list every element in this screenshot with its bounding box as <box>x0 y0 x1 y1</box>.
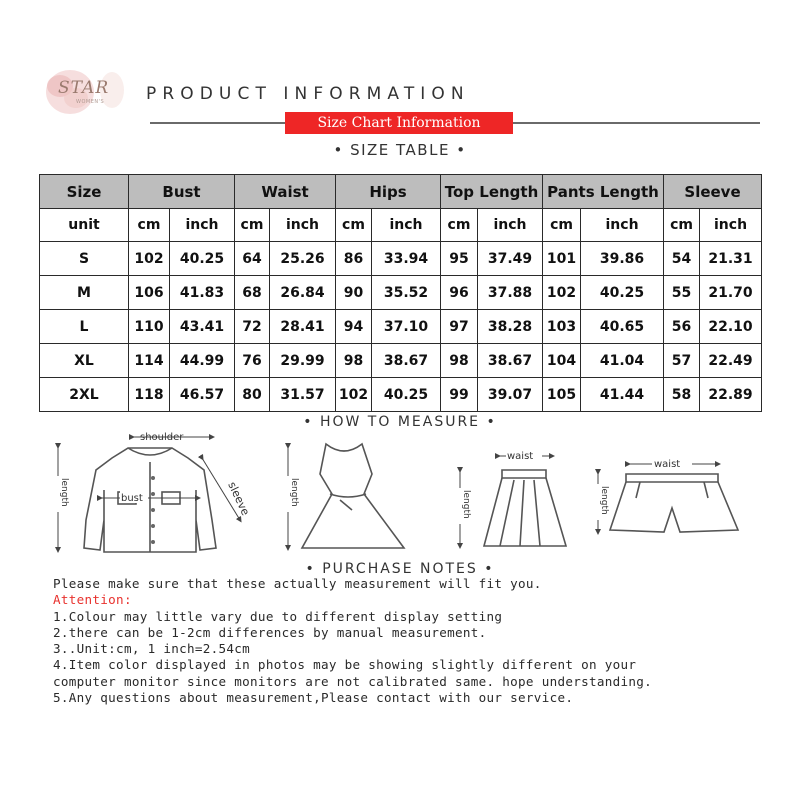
table-cell: 25.26 <box>270 242 336 276</box>
notes-attention: Attention: <box>53 592 132 608</box>
table-cell: 39.86 <box>581 242 664 276</box>
table-cell: 110 <box>129 310 170 344</box>
table-cell: 21.70 <box>700 276 762 310</box>
table-cell: 118 <box>129 378 170 412</box>
header-waist: Waist <box>235 175 336 209</box>
table-cell: 56 <box>664 310 700 344</box>
table-cell: 38.67 <box>372 344 441 378</box>
label-length-shorts: length <box>599 486 609 515</box>
table-cell: 57 <box>664 344 700 378</box>
table-cell: 86 <box>336 242 372 276</box>
size-label: S <box>40 242 129 276</box>
label-waist-skirt: waist <box>507 451 534 462</box>
table-cell: 37.10 <box>372 310 441 344</box>
table-cell: 40.25 <box>372 378 441 412</box>
unit-cell: cm <box>235 209 270 242</box>
size-label: L <box>40 310 129 344</box>
dress-diagram-icon <box>302 444 404 548</box>
note-item: 5.Any questions about measurement,Please contact with our service. <box>53 690 574 706</box>
label-waist-shorts: waist <box>654 459 681 470</box>
label-length-dress: length <box>289 478 299 507</box>
note-item: 3..Unit:cm, 1 inch=2.54cm <box>53 641 251 657</box>
table-cell: 103 <box>543 310 581 344</box>
header-top-length: Top Length <box>441 175 543 209</box>
table-cell: 46.57 <box>170 378 235 412</box>
table-cell: 40.65 <box>581 310 664 344</box>
unit-cell: cm <box>129 209 170 242</box>
purchase-notes <box>53 576 783 706</box>
table-cell: 64 <box>235 242 270 276</box>
table-cell: 26.84 <box>270 276 336 310</box>
table-cell: 76 <box>235 344 270 378</box>
table-cell: 102 <box>336 378 372 412</box>
unit-cell: cm <box>441 209 478 242</box>
label-length-jacket: length <box>59 478 69 507</box>
unit-cell: cm <box>543 209 581 242</box>
size-label: M <box>40 276 129 310</box>
table-cell: 105 <box>543 378 581 412</box>
size-chart-badge: Size Chart Information <box>285 112 513 134</box>
table-cell: 102 <box>129 242 170 276</box>
table-cell: 37.88 <box>478 276 543 310</box>
size-label: 2XL <box>40 378 129 412</box>
note-item: 4.Item color displayed in photos may be showing slightly different on your <box>53 657 637 673</box>
table-cell: 94 <box>336 310 372 344</box>
note-item: 2.there can be 1-2cm differences by manual measurement. <box>53 624 487 640</box>
table-cell: 114 <box>129 344 170 378</box>
table-cell: 104 <box>543 344 581 378</box>
table-cell: 68 <box>235 276 270 310</box>
table-cell: 28.41 <box>270 310 336 344</box>
table-cell: 97 <box>441 310 478 344</box>
logo-subtext: WOMEN'S <box>76 99 105 105</box>
table-cell: 44.99 <box>170 344 235 378</box>
table-cell: 96 <box>441 276 478 310</box>
table-cell: 58 <box>664 378 700 412</box>
shorts-diagram-icon <box>610 474 738 532</box>
skirt-diagram-icon <box>484 470 566 546</box>
table-cell: 38.67 <box>478 344 543 378</box>
unit-cell: inch <box>478 209 543 242</box>
table-cell: 22.10 <box>700 310 762 344</box>
table-cell: 102 <box>543 276 581 310</box>
table-cell: 40.25 <box>581 276 664 310</box>
table-cell: 72 <box>235 310 270 344</box>
table-cell: 21.31 <box>700 242 762 276</box>
table-cell: 40.25 <box>170 242 235 276</box>
label-shoulder: shoulder <box>140 432 184 443</box>
header-size: Size <box>40 175 129 209</box>
unit-label: unit <box>40 209 129 242</box>
label-length-skirt: length <box>461 490 471 519</box>
table-cell: 98 <box>336 344 372 378</box>
table-cell: 22.49 <box>700 344 762 378</box>
note-item: computer monitor since monitors are not calibrated same. hope understanding. <box>53 673 653 689</box>
label-bust: bust <box>121 493 143 504</box>
table-cell: 41.44 <box>581 378 664 412</box>
size-label: XL <box>40 344 129 378</box>
table-cell: 90 <box>336 276 372 310</box>
table-cell: 39.07 <box>478 378 543 412</box>
unit-cell: cm <box>664 209 700 242</box>
logo-text: STAR <box>58 78 110 98</box>
unit-cell: inch <box>372 209 441 242</box>
unit-cell: inch <box>700 209 762 242</box>
table-cell: 41.83 <box>170 276 235 310</box>
notes-intro: Please make sure that these actually measurement will fit you. <box>53 576 542 591</box>
table-cell: 95 <box>441 242 478 276</box>
table-cell: 106 <box>129 276 170 310</box>
unit-cell: cm <box>336 209 372 242</box>
table-cell: 35.52 <box>372 276 441 310</box>
table-cell: 98 <box>441 344 478 378</box>
size-table-title: • SIZE TABLE • <box>333 141 467 159</box>
table-cell: 43.41 <box>170 310 235 344</box>
table-cell: 37.49 <box>478 242 543 276</box>
header-bust: Bust <box>129 175 235 209</box>
header-sleeve: Sleeve <box>664 175 762 209</box>
table-cell: 54 <box>664 242 700 276</box>
table-cell: 33.94 <box>372 242 441 276</box>
header-pants-length: Pants Length <box>543 175 664 209</box>
table-cell: 80 <box>235 378 270 412</box>
table-cell: 99 <box>441 378 478 412</box>
purchase-notes-title: • PURCHASE NOTES • <box>305 561 495 577</box>
table-cell: 41.04 <box>581 344 664 378</box>
table-cell: 29.99 <box>270 344 336 378</box>
table-cell: 38.28 <box>478 310 543 344</box>
table-cell: 22.89 <box>700 378 762 412</box>
unit-cell: inch <box>270 209 336 242</box>
header-hips: Hips <box>336 175 441 209</box>
table-cell: 55 <box>664 276 700 310</box>
page-title: PRODUCT INFORMATION <box>146 84 470 104</box>
unit-cell: inch <box>581 209 664 242</box>
unit-cell: inch <box>170 209 235 242</box>
how-to-measure-title: • HOW TO MEASURE • <box>303 414 497 430</box>
table-cell: 31.57 <box>270 378 336 412</box>
note-item: 1.Colour may little vary due to different display setting <box>53 608 503 624</box>
table-cell: 101 <box>543 242 581 276</box>
jacket-diagram-icon <box>84 448 216 552</box>
label-sleeve: sleeve <box>225 479 253 518</box>
